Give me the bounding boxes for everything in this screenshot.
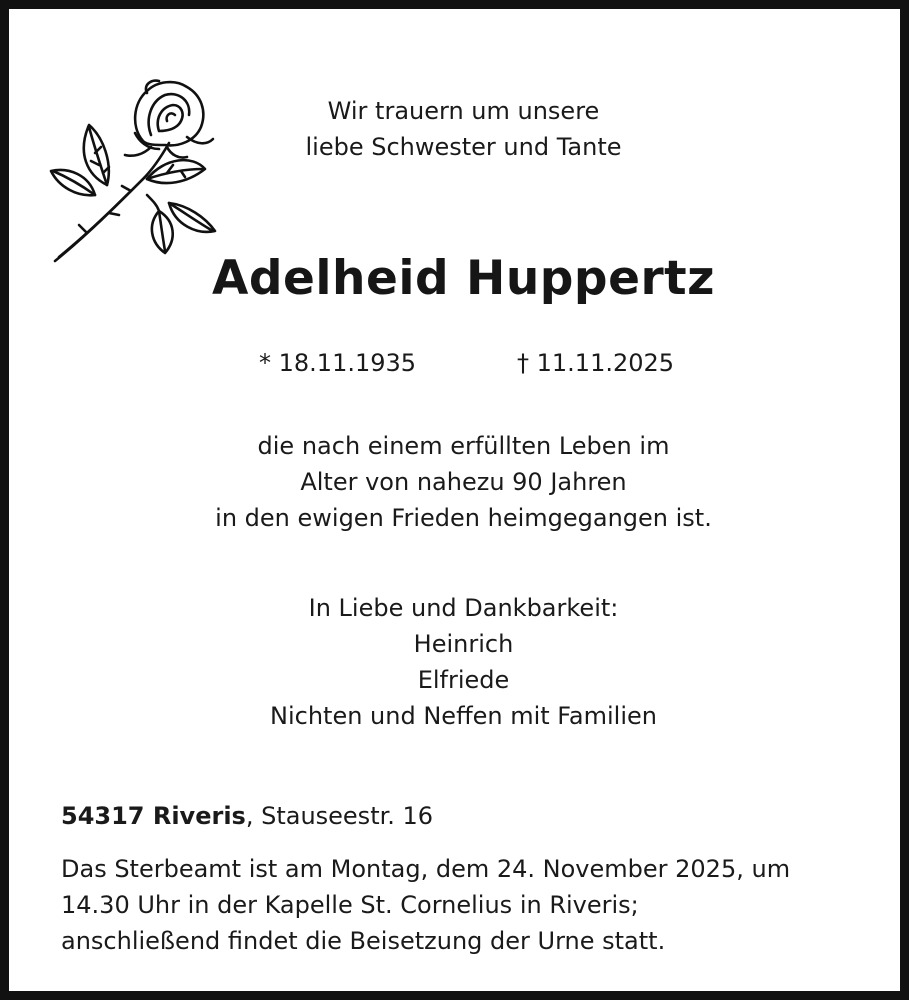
intro-text: [9, 93, 909, 165]
birth-date: * 18.11.1935: [259, 349, 417, 377]
address: [61, 798, 433, 834]
intro-line-1: Wir trauern um unsere: [327, 97, 600, 125]
intro-line-2: liebe Schwester und Tante: [305, 133, 622, 161]
service-details: [61, 851, 881, 959]
service-line-1: Das Sterbeamt ist am Montag, dem 24. November 2025, um: [61, 855, 791, 883]
mourner-name: Nichten und Neffen mit Familien: [270, 702, 657, 730]
address-street: , Stauseestr. 16: [245, 802, 434, 830]
service-line-3: anschließend findet die Beisetzung der Urne statt.: [61, 927, 666, 955]
message-line-2: Alter von nahezu 90 Jahren: [300, 468, 627, 496]
death-date: † 11.11.2025: [517, 349, 675, 377]
service-line-2: 14.30 Uhr in der Kapelle St. Cornelius in Riveris;: [61, 891, 639, 919]
mourner-name: Elfriede: [417, 666, 510, 694]
mourner-name: Heinrich: [413, 630, 514, 658]
message-line-3: in den ewigen Frieden heimgegangen ist.: [215, 504, 712, 532]
deceased-name: Adelheid Huppertz: [212, 251, 715, 306]
mourners-intro: In Liebe und Dankbarkeit:: [308, 594, 619, 622]
mourners-list: [9, 590, 909, 734]
address-place: 54317 Riveris: [61, 802, 246, 830]
memorial-message: [9, 428, 909, 536]
message-line-1: die nach einem erfüllten Leben im: [257, 432, 670, 460]
